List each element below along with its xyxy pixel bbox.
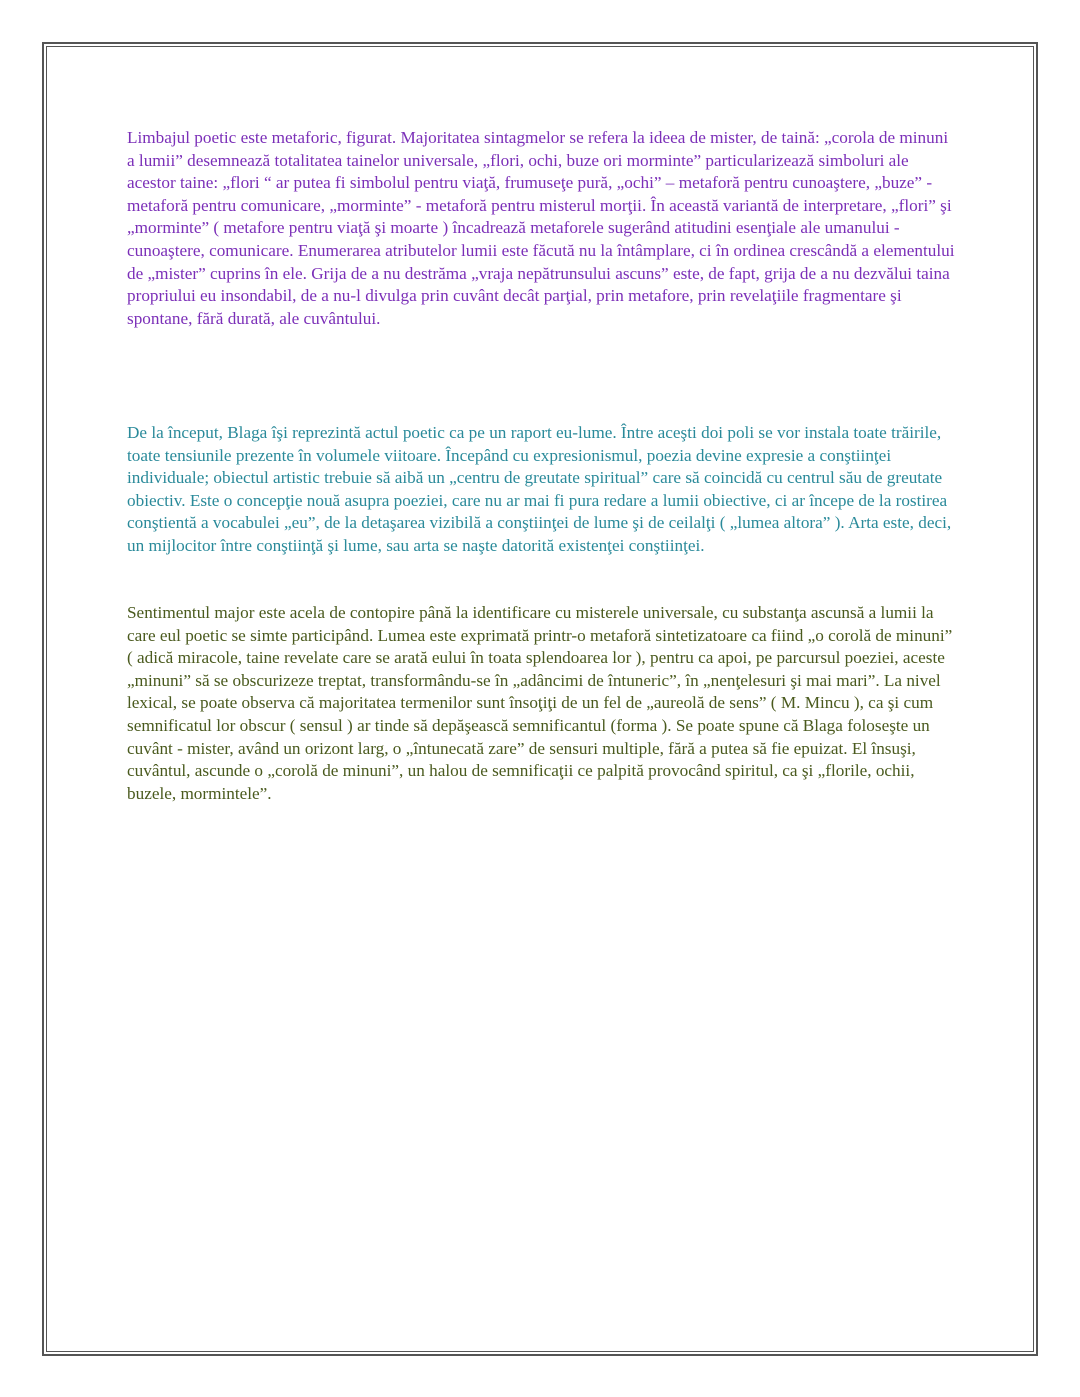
paragraph-metaphoric-language: Limbajul poetic este metaforic, figurat. Majoritatea sintagmelor se refera la ideea de mister, de taină: „corola de minuni a lumii” desemnează totalitatea tainelor universale, „flori, ochi, buze ori morminte” particularizează simboluri ale acestor taine: „flori “ ar putea fi simbolul pentru viaţă, frumuseţe pură, „ochi” – metaforă pentru cunoaştere, „buze” - metaforă pentru comunicare, „morminte” - metaforă pentru misterul morţii. În această variantă de interpretare, „flori” şi „morminte” ( metafore pentru viaţă şi moarte ) încadrează metaforele sugerând atitudini esenţiale ale umanului - cunoaştere, comunicare. Enumerarea atributelor lumii este făcută nu la întâmplare, ci în ordinea crescândă a elementului de „mister” cuprins în ele. Grija de a nu destrăma „vraja nepătrunsului ascuns” este, de fapt, grija de a nu dezvălui taina propriului eu insondabil, de a nu-l divulga prin cuvânt decât parţial, prin metafore, prin revelaţiile fragmentare şi spontane, fără durată, ale cuvântului. <box>127 128 955 328</box>
paragraph-poetic-act: De la început, Blaga îşi reprezintă actul poetic ca pe un raport eu-lume. Între aceşti doi poli se vor instala toate trăirile, toate tensiunile prezente în volumele viitoare. Începând cu expresionismul, poezia devine expresie a conştiinţei individuale; obiectul artistic trebuie să aibă un „centru de greutate spiritual” care să coincidă cu centrul său de greutate obiectiv. Este o concepţie nouă asupra poeziei, care nu ar mai fi pura redare a lumii obiective, ci ar începe de la rostirea conştientă a vocabulei „eu”, de la detaşarea vizibilă a conştiinţei de lume şi de ceilalţi ( „lumea altora” ). Arta este, deci, un mijlocitor între conştiinţă şi lume, sau arta se naşte datorită existenţei conştiinţei. <box>127 423 952 555</box>
paragraph-major-sentiment: Sentimentul major este acela de contopire până la identificare cu misterele universale, cu substanţa ascunsă a lumii la care eul poetic se simte participând. Lumea este exprimată printr-o metaforă sintetizatoare ca fiind „o corolă de minuni” ( adică miracole, taine revelate care se arată eului în toata splendoarea lor ), pentru ca apoi, pe parcursul poeziei, aceste „minuni” să se obscurizeze treptat, transformându-se în „adâncimi de întuneric”, în „nenţelesuri şi mai mari”. La nivel lexical, se poate observa că majoritatea termenilor sunt însoţiţi de un fel de „aureolă de sens” ( M. Mincu ), ca şi cum semnificatul lor obscur ( sensul ) ar tinde să depăşească semnificantul (forma ). Se poate spune că Blaga foloseşte un cuvânt - mister, având un orizont larg, o „întunecată zare” de sensuri multiple, fără a putea să fie epuizat. El însuşi, cuvântul, ascunde o „corolă de minuni”, un halou de semnificaţii ce palpită provocând spiritul, ca şi „florile, ochii, buzele, mormintele”. <box>127 603 953 803</box>
